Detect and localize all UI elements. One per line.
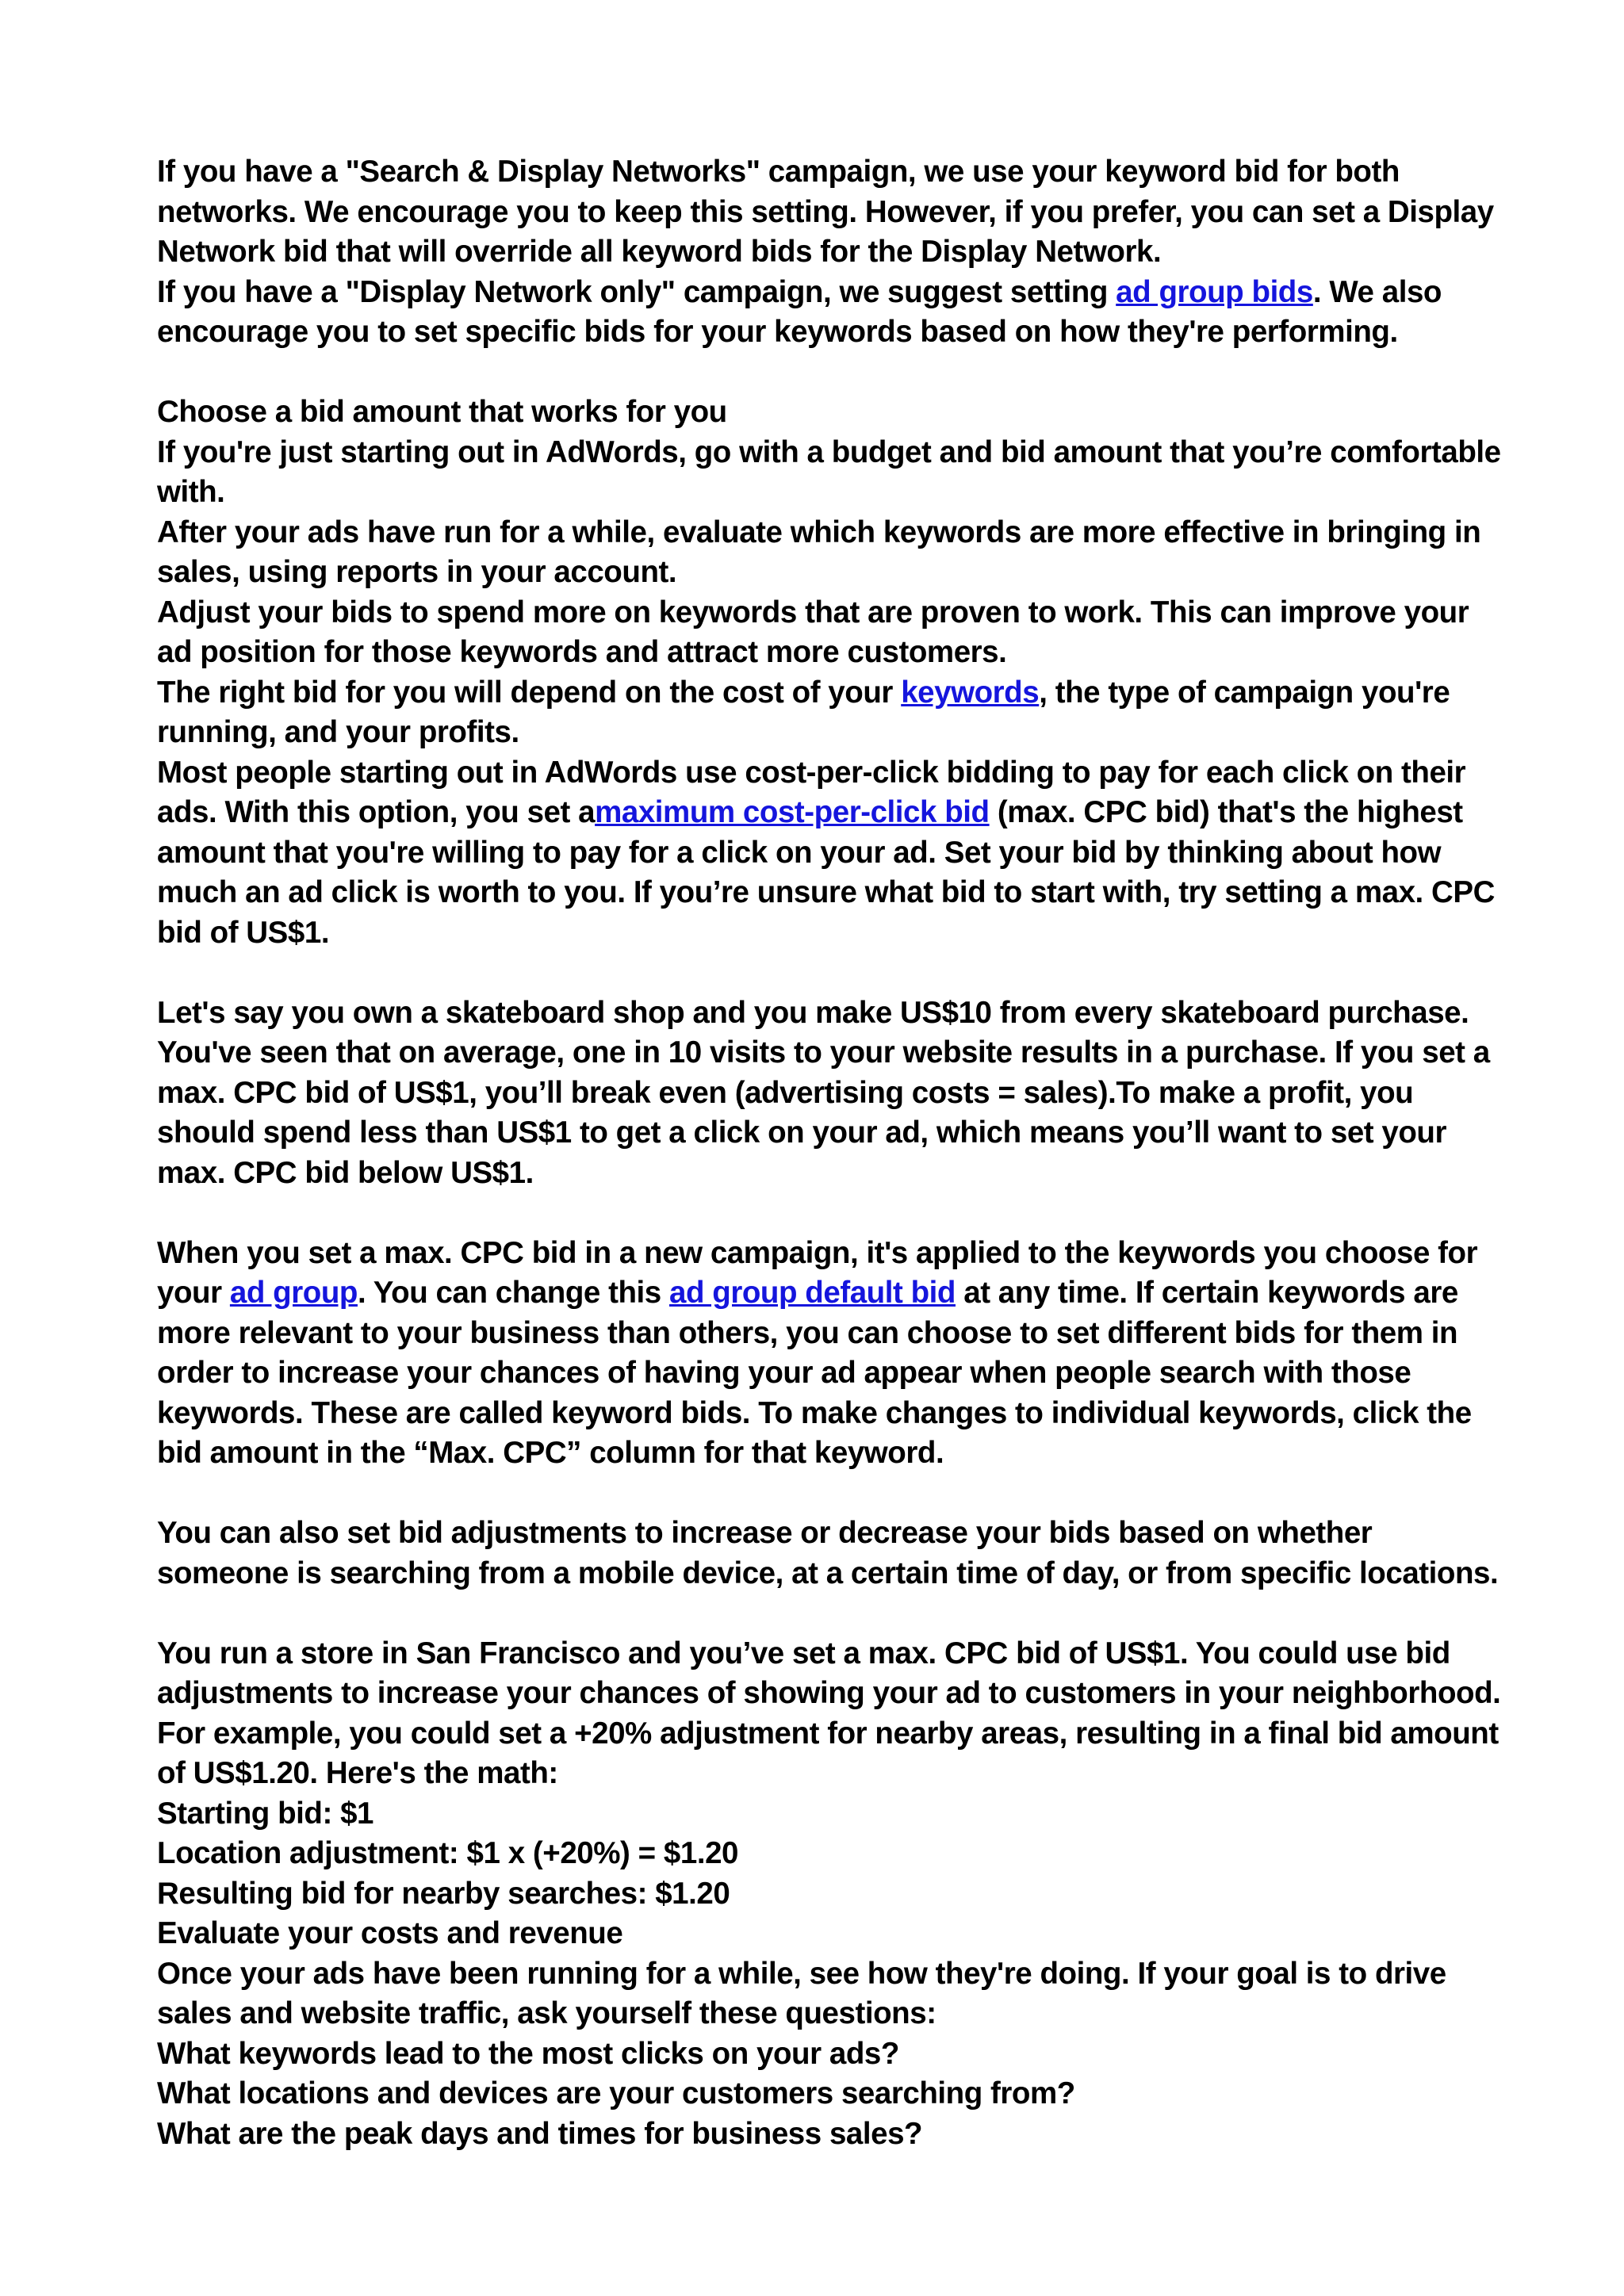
math-starting-bid: Starting bid: $1: [157, 1796, 374, 1831]
paragraph-display-network-only: [157, 273, 1505, 353]
math-resulting-bid: Resulting bid for nearby searches: $1.20: [157, 1876, 730, 1911]
paragraph-search-display-networks: If you have a "Search & Display Networks" campaign, we use your keyword bid for both networks. We encourage you to keep this setting. However, if you prefer, you can set a Display Network bid that will override all keyword bids for the Display Network.: [157, 155, 1494, 269]
paragraph-spacer: [157, 1193, 1505, 1234]
question-keywords: What keywords lead to the most clicks on your ads?: [157, 2036, 899, 2071]
text-run: . We also encourage you to set specific bids for your keywords based on how they're performing.: [157, 274, 1442, 349]
paragraph-keyword-bids: [157, 1234, 1505, 1474]
paragraph-starting-out: If you're just starting out in AdWords, go with a budget and bid amount that you’re comfortable with.: [157, 434, 1501, 509]
paragraph-san-francisco-example: You run a store in San Francisco and you’ve set a max. CPC bid of US$1. You could use bid adjustments to increase your chances of showing your ad to customers in your neighborhood. For example, you could set a +20% adjustment for nearby areas, resulting in a final bid amount of US$1.20. Here's the math:: [157, 1636, 1501, 1790]
paragraph-spacer: [157, 1594, 1505, 1634]
text-run: at any time. If certain keywords are more relevant to your business than others, you can choose to set different bids for them in order to increase your chances of having your ad appear when people search with those keywords. These are called keyword bids. To make changes to individual keywords, click the bid amount in the “Max. CPC” column for that keyword.: [157, 1276, 1472, 1470]
text-run: When you set a max. CPC bid in a new campaign, it's applied to the keywords you choose for your: [157, 1235, 1478, 1310]
text-run: , the type of campaign you're running, and your profits.: [157, 675, 1450, 749]
text-run: Most people starting out in AdWords use cost-per-click bidding to pay for each click on their ads. With this option, you set a: [157, 755, 1466, 829]
link-keywords[interactable]: keywords: [901, 675, 1040, 710]
link-maximum-cpc-bid[interactable]: maximum cost-per-click bid: [595, 795, 990, 829]
heading-choose-bid-amount: Choose a bid amount that works for you: [157, 395, 727, 429]
paragraph-bid-adjustments: You can also set bid adjustments to increase or decrease your bids based on whether someone is searching from a mobile device, at a certain time of day, or from specific locations.: [157, 1516, 1499, 1590]
link-ad-group-default-bid[interactable]: ad group default bid: [668, 1276, 956, 1310]
link-ad-group[interactable]: ad group: [229, 1276, 358, 1310]
text-run: If you have a "Display Network only" campaign, we suggest setting: [157, 274, 1116, 309]
paragraph-skateboard-example: Let's say you own a skateboard shop and you make US$10 from every skateboard purchase. You've seen that on average, one in 10 visits to your website results in a purchase. If you set a max. CPC bid of US$1, you’ll break even (advertising costs = sales).To make a profit, you should spend less than US$1 to get a click on your ad, which means you’ll want to set your max. CPC bid below US$1.: [157, 995, 1490, 1190]
paragraph-cost-per-click: [157, 753, 1505, 954]
document-body: [157, 152, 1505, 2154]
paragraph-right-bid: [157, 673, 1505, 753]
question-peak-days: What are the peak days and times for business sales?: [157, 2116, 923, 2151]
text-run: (max. CPC bid) that's the highest amount that you're willing to pay for a click on your ad. Set your bid by thinking about how much an ad click is worth to you. If you’re unsure what bid to start with, try setting a max. CPC bid of US$1.: [157, 795, 1495, 950]
text-run: The right bid for you will depend on the cost of your: [157, 675, 902, 710]
text-run: . You can change this: [357, 1276, 669, 1310]
heading-evaluate-costs: Evaluate your costs and revenue: [157, 1916, 623, 1950]
math-location-adjustment: Location adjustment: $1 x (+20%) = $1.20: [157, 1836, 739, 1870]
paragraph-evaluate-keywords: After your ads have run for a while, evaluate which keywords are more effective in bringing in sales, using reports in your account.: [157, 515, 1481, 589]
link-ad-group-bids[interactable]: ad group bids: [1116, 274, 1313, 309]
paragraph-once-ads-running: Once your ads have been running for a while, see how they're doing. If your goal is to drive sales and website traffic, ask yourself these questions:: [157, 1956, 1446, 2030]
paragraph-spacer: [157, 1474, 1505, 1514]
paragraph-spacer: [157, 353, 1505, 393]
paragraph-adjust-bids: Adjust your bids to spend more on keywords that are proven to work. This can improve your ad position for those keywords and attract more customers.: [157, 595, 1469, 669]
question-locations-devices: What locations and devices are your customers searching from?: [157, 2076, 1075, 2110]
paragraph-spacer: [157, 953, 1505, 993]
